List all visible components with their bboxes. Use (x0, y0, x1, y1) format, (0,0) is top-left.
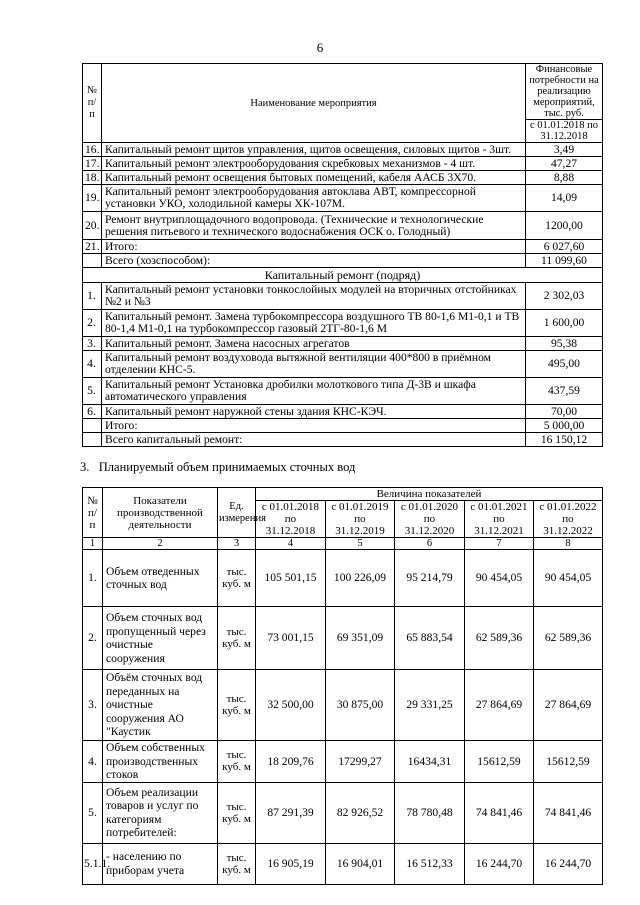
header-number: № п/п (83, 64, 102, 143)
row-value: 15612,59 (465, 741, 534, 783)
table-row (83, 419, 603, 433)
row-value: 69 351,09 (326, 607, 395, 670)
row-indicator: Объём сточных вод переданных на очистные сооружения АО "Каустик (103, 670, 218, 741)
table-row (83, 171, 603, 185)
row-value: 29 331,25 (395, 670, 465, 741)
row-number: 1. (83, 550, 103, 607)
header-measure-name: Наименование мероприятия (102, 64, 526, 143)
row-measure-name: Капитальный ремонт Установка дробилки молоткового типа Д-3В и шкафа автоматического управления (102, 378, 526, 405)
row-number: 1. (83, 283, 102, 310)
column-index: 8 (534, 538, 603, 550)
row-indicator: Объем сточных вод пропущенный через очистные сооружения (103, 607, 218, 670)
row-value: 16434,31 (395, 741, 465, 783)
row-measure-name: Всего капитальный ремонт: (102, 433, 526, 447)
row-measure-name: Капитальный ремонт наружной стены здания КНС-КЭЧ. (102, 405, 526, 419)
table-row (83, 254, 603, 268)
capital-repair-table (82, 63, 603, 447)
table-row (83, 143, 603, 157)
row-value: 74 841,46 (465, 782, 534, 843)
row-measure-name: Капитальный ремонт. Замена насосных агрегатов (102, 337, 526, 351)
row-number (83, 433, 102, 447)
row-value: 8,88 (526, 171, 603, 185)
row-measure-name: Капитальный ремонт освещения бытовых помещений, кабеля ААСБ 3Х70. (102, 171, 526, 185)
table-row (83, 378, 603, 405)
row-value: 105 501,15 (256, 550, 326, 607)
row-value: 95,38 (526, 337, 603, 351)
row-number: 4. (83, 741, 103, 783)
row-value: 16 904,01 (326, 843, 395, 884)
row-measure-name: Капитальный ремонт установки тонкослойных модулей на вторичных отстойниках №2 и №3 (102, 283, 526, 310)
row-number: 5.1.1. (83, 843, 103, 884)
row-number: 6. (83, 405, 102, 419)
row-value: 78 780,48 (395, 782, 465, 843)
header-period: с 01.01.2020 по 31.12.2020 (395, 501, 465, 538)
row-number: 17. (83, 157, 102, 171)
row-measure-name: Капитальный ремонт электрооборудования скребковых механизмов - 4 шт. (102, 157, 526, 171)
row-number (83, 254, 102, 268)
table-row (83, 310, 603, 337)
row-value: 16 905,19 (256, 843, 326, 884)
section-3-heading: 3. Планируемый объем принимаемых сточных вод (80, 460, 356, 474)
row-value: 1200,00 (526, 212, 603, 240)
row-value: 73 001,15 (256, 607, 326, 670)
row-unit: тыс. куб. м (218, 670, 256, 741)
row-number: 5. (83, 782, 103, 843)
row-value: 27 864,69 (465, 670, 534, 741)
row-value: 82 926,52 (326, 782, 395, 843)
row-measure-name: Ремонт внутриплощадочного водопровода. (Технические и технологические решения питьевого и технического водоснабжения ОСК о. Голодный) (102, 212, 526, 240)
column-index: 5 (326, 538, 395, 550)
table-row (83, 157, 603, 171)
row-value: 74 841,46 (534, 782, 603, 843)
row-measure-name: Капитальный ремонт электрооборудования автоклава АВТ, компрессорной установки УКО, холодильной камеры ХК-107М. (102, 185, 526, 212)
row-value: 16 512,33 (395, 843, 465, 884)
row-number: 18. (83, 171, 102, 185)
table-row (83, 433, 603, 447)
row-measure-name: Капитальный ремонт. Замена турбокомпрессора воздушного ТВ 80-1,6 М1-0,1 и ТВ 80-1,4 М1-0,1 на турбокомпрессор газовый 2ТГ-80-1,6 М (102, 310, 526, 337)
column-index: 4 (256, 538, 326, 550)
row-number: 2. (83, 310, 102, 337)
row-measure-name: Итого: (102, 419, 526, 433)
row-value: 32 500,00 (256, 670, 326, 741)
row-value: 62 589,36 (534, 607, 603, 670)
row-number: 2. (83, 607, 103, 670)
row-unit: тыс. куб. м (218, 782, 256, 843)
row-value: 3,49 (526, 143, 603, 157)
column-index: 6 (395, 538, 465, 550)
row-value: 90 454,05 (534, 550, 603, 607)
row-value: 27 864,69 (534, 670, 603, 741)
header-period: с 01.01.2018 по 31.12.2018 (256, 501, 326, 538)
table-row (83, 670, 603, 741)
row-value: 6 027,60 (526, 240, 603, 254)
row-value: 16 244,70 (465, 843, 534, 884)
row-number (83, 419, 102, 433)
row-unit: тыс. куб. м (218, 550, 256, 607)
page-number: 6 (316, 40, 324, 55)
table-row (83, 185, 603, 212)
row-value: 11 099,60 (526, 254, 603, 268)
row-number: 5. (83, 378, 102, 405)
header-number: № п/п (83, 488, 103, 538)
row-measure-name: Всего (хозспособом): (102, 254, 526, 268)
row-value: 15612,59 (534, 741, 603, 783)
header-period: с 01.01.2019 по 31.12.2019 (326, 501, 395, 538)
row-indicator: Объем отведенных сточных вод (103, 550, 218, 607)
row-value: 18 209,76 (256, 741, 326, 783)
table-row (83, 405, 603, 419)
table-row (83, 843, 603, 884)
header-period: с 01.01.2022 по 31.12.2022 (534, 501, 603, 538)
row-unit: тыс. куб. м (218, 607, 256, 670)
row-value: 70,00 (526, 405, 603, 419)
row-number: 3. (83, 337, 102, 351)
row-value: 495,00 (526, 351, 603, 378)
row-number: 19. (83, 185, 102, 212)
table-row (83, 550, 603, 607)
row-unit: тыс. куб. м (218, 843, 256, 884)
header-finance: Финансовые потребности на реализацию мероприятий, тыс. руб. (526, 64, 603, 120)
row-value: 87 291,39 (256, 782, 326, 843)
row-indicator: - населению по приборам учета (103, 843, 218, 884)
row-value: 95 214,79 (395, 550, 465, 607)
header-values: Величина показателей (256, 488, 603, 501)
row-unit: тыс. куб. м (218, 741, 256, 783)
header-unit: Ед. измерения (218, 488, 256, 538)
column-index: 7 (465, 538, 534, 550)
row-value: 437,59 (526, 378, 603, 405)
row-value: 62 589,36 (465, 607, 534, 670)
table-row (83, 240, 603, 254)
header-indicators: Показатели производственной деятельности (103, 488, 218, 538)
row-value: 17299,27 (326, 741, 395, 783)
table-row (83, 337, 603, 351)
row-measure-name: Капитальный ремонт щитов управления, щитов освещения, силовых щитов - 3шт. (102, 143, 526, 157)
row-number: 20. (83, 212, 102, 240)
column-index: 2 (103, 538, 218, 550)
row-value: 16 150,12 (526, 433, 603, 447)
table-row (83, 283, 603, 310)
header-period: с 01.01.2018 по 31.12.2018 (526, 120, 603, 143)
table-row (83, 782, 603, 843)
row-value: 2 302,03 (526, 283, 603, 310)
row-measure-name: Итого: (102, 240, 526, 254)
table-row (83, 741, 603, 783)
column-index: 1 (83, 538, 103, 550)
section-title: Капитальный ремонт (подряд) (83, 268, 603, 283)
row-number: 16. (83, 143, 102, 157)
row-value: 100 226,09 (326, 550, 395, 607)
wastewater-volume-table (82, 487, 603, 885)
row-indicator: Объем собственных производственных стоков (103, 741, 218, 783)
row-measure-name: Капитальный ремонт воздуховода вытяжной вентиляции 400*800 в приёмном отделении КНС-5. (102, 351, 526, 378)
row-number: 21. (83, 240, 102, 254)
row-value: 90 454,05 (465, 550, 534, 607)
table-row (83, 607, 603, 670)
row-number: 3. (83, 670, 103, 741)
row-value: 30 875,00 (326, 670, 395, 741)
row-value: 65 883,54 (395, 607, 465, 670)
row-value: 14,09 (526, 185, 603, 212)
row-number: 4. (83, 351, 102, 378)
row-value: 16 244,70 (534, 843, 603, 884)
table-row (83, 351, 603, 378)
column-index: 3 (218, 538, 256, 550)
row-indicator: Объем реализации товаров и услуг по категориям потребителей: (103, 782, 218, 843)
row-value: 1 600,00 (526, 310, 603, 337)
header-period: с 01.01.2021 по 31.12.2021 (465, 501, 534, 538)
table-row (83, 212, 603, 240)
row-value: 5 000,00 (526, 419, 603, 433)
row-value: 47,27 (526, 157, 603, 171)
